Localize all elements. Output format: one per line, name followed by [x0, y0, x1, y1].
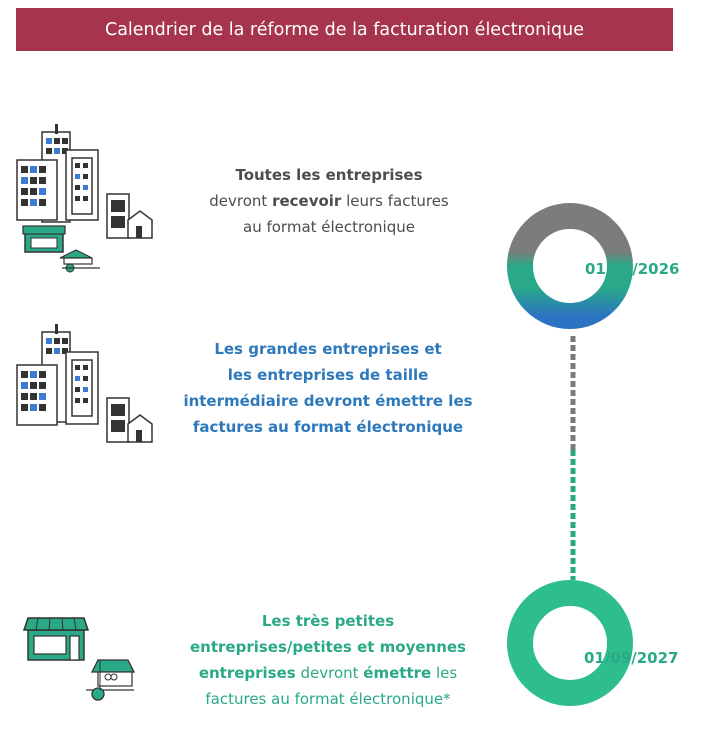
shop-icon — [24, 618, 88, 660]
milestone-2-line-1: Les grandes entreprises et — [214, 340, 442, 358]
milestone-1-line-3: au format électronique — [243, 218, 415, 236]
milestone-2-line-4: factures au format électronique — [192, 418, 464, 436]
date-label-2027: 01/09/2027 — [584, 649, 679, 667]
milestone-3-line-3: entreprises devront émettre les — [198, 664, 458, 682]
page-title: Calendrier de la réforme de la facturation électronique — [104, 19, 584, 40]
milestone-3-line-4: factures au format électronique* — [205, 690, 451, 708]
milestone-3-line-2: entreprises/petites et moyennes — [189, 638, 466, 656]
buildings-icon-2 — [17, 324, 152, 442]
milestone-3-line-1: Les très petites — [261, 612, 395, 630]
market-cart-icon — [86, 660, 134, 700]
date-label-2026: 01/09/2026 — [585, 260, 680, 278]
buildings-icon-1 — [17, 124, 152, 272]
milestone-2-line-2: les entreprises de taille — [227, 366, 429, 384]
milestone-2-line-3: intermédiaire devront émettre les — [183, 392, 473, 410]
ring-2027-icon — [520, 593, 620, 693]
milestone-1-line-1: Toutes les entreprises — [235, 166, 423, 184]
milestone-1-line-2: devront recevoir leurs factures — [209, 192, 449, 210]
